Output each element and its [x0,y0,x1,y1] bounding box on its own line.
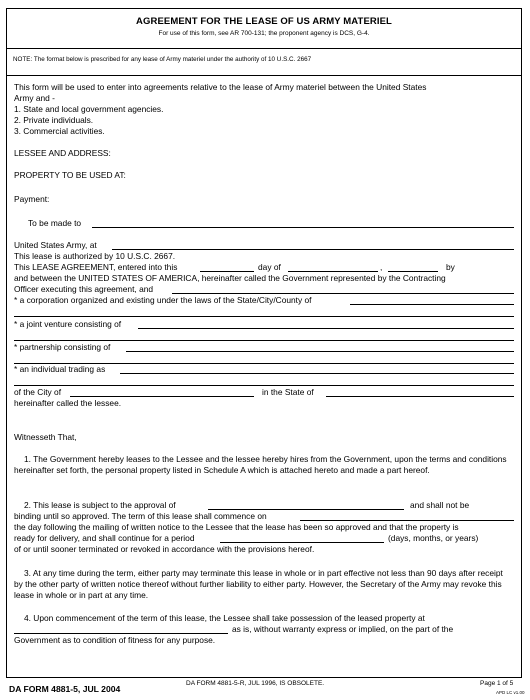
paragraph-2-line-5: of or until sooner terminated or revoked in accordance with the provisions hereof. [14,544,315,554]
form-header [7,9,521,49]
property-label: PROPERTY TO BE USED AT: [14,170,126,180]
individual-line-2[interactable] [14,385,514,386]
officer-text: Officer executing this agreement, and [14,284,154,294]
intro-item-2: 2. Private individuals. [14,115,94,125]
paragraph-2-line-2: binding until so approved. The term of this lease shall commence on [14,511,267,521]
state-of-label: in the State of [262,387,314,397]
day-field[interactable] [200,271,254,272]
individual-field[interactable] [120,373,514,374]
period-units-label: (days, months, or years) [388,533,479,543]
comma-text: , [380,262,383,272]
year-field[interactable] [388,271,438,272]
apd-version: APD LC v1.00 [496,690,525,695]
intro-item-3: 3. Commercial activities. [14,126,105,136]
city-field[interactable] [70,396,254,397]
day-of-label: day of [258,262,281,272]
joint-venture-field[interactable] [138,328,514,329]
corp-label: * a corporation organized and existing under the laws of the State/City/County of [14,295,312,305]
corp-state-field[interactable] [350,304,514,305]
city-of-label: of the City of [14,387,62,397]
approval-authority-field[interactable] [208,509,404,510]
paragraph-2-line-1: 2. This lease is subject to the approval of [24,500,176,510]
individual-label: * an individual trading as [14,364,106,374]
paragraph-4-line-2: as is, without warranty express or implied, on the part of the [232,624,454,634]
month-field[interactable] [288,271,378,272]
paragraph-4-line-1: 4. Upon commencement of the term of this lease, the Lessee shall take possession of the leased property at [24,613,425,623]
partnership-field[interactable] [126,351,514,352]
partnership-label: * partnership consisting of [14,342,111,352]
obsolete-notice: DA FORM 4881-5-R, JUL 1996, IS OBSOLETE. [186,680,325,687]
joint-venture-label: * a joint venture consisting of [14,319,122,329]
form-footer [0,679,530,700]
authorized-text: This lease is authorized by 10 U.S.C. 2667. [14,251,176,261]
intro-line-2: Army and - [14,93,55,103]
paragraph-2-line-1-end: and shall not be [410,500,470,510]
to-be-made-label: To be made to [28,218,82,228]
paragraph-1: 1. The Government hereby leases to the Lessee and the lessee hereby hires from the Government, upon the terms and conditions hereinafter set forth, the personal property listed in Schedule A which is attached hereto and made a part hereof. [14,454,507,475]
hereinafter-text: hereinafter called the lessee. [14,398,122,408]
corp-line-2[interactable] [14,316,514,317]
page-number: Page 1 of 5 [480,680,514,687]
note-text: NOTE: The format below is prescribed for any lease of Army materiel under the authority of 10 U.S.C. 2667 [13,56,312,63]
paragraph-2-line-4: ready for delivery, and shall continue for a period [14,533,195,543]
witnesseth-text: Witnesseth That, [14,432,77,442]
commence-date-field[interactable] [300,520,514,521]
joint-venture-line-2[interactable] [14,340,514,341]
payment-label: Payment: [14,194,50,204]
form-subtitle: For use of this form, see AR 700-131; the proponent agency is DCS, G-4. [158,30,370,37]
form-number: DA FORM 4881-5, JUL 2004 [9,684,121,694]
form-title: AGREEMENT FOR THE LEASE OF US ARMY MATERIEL [136,16,392,27]
paragraph-3: 3. At any time during the term, either party may terminate this lease in whole or in part effective not less than 90 days after receipt by the other party of written notice thereof without further liability to either party. However, the Secretary of the Army may revoke this lease in whole or in part at any time. [14,568,503,600]
by-label: by [446,262,455,272]
us-army-at-field[interactable] [112,249,514,250]
intro-item-1: 1. State and local government agencies. [14,104,164,114]
state-field[interactable] [326,396,514,397]
lessee-label: LESSEE AND ADDRESS: [14,148,111,158]
between-text: and between the UNITED STATES OF AMERICA, hereinafter called the Government represented by the Contracting [14,273,446,283]
paragraph-2-line-3: the day following the mailing of written notice to the Lessee that the lease has been so approved and that the property is [14,522,459,532]
to-be-made-field[interactable] [92,227,514,228]
entered-text: This LEASE AGREEMENT, entered into this [14,262,178,272]
us-army-at-label: United States Army, at [14,240,97,250]
period-field[interactable] [220,542,384,543]
paragraph-4-line-3: Government as to condition of fitness for any purpose. [14,635,216,645]
note-bar [7,48,521,76]
lessee-name-field[interactable] [172,293,514,294]
possession-location-field[interactable] [14,633,228,634]
intro-line-1: This form will be used to enter into agreements relative to the lease of Army materiel between the United States [14,82,427,92]
